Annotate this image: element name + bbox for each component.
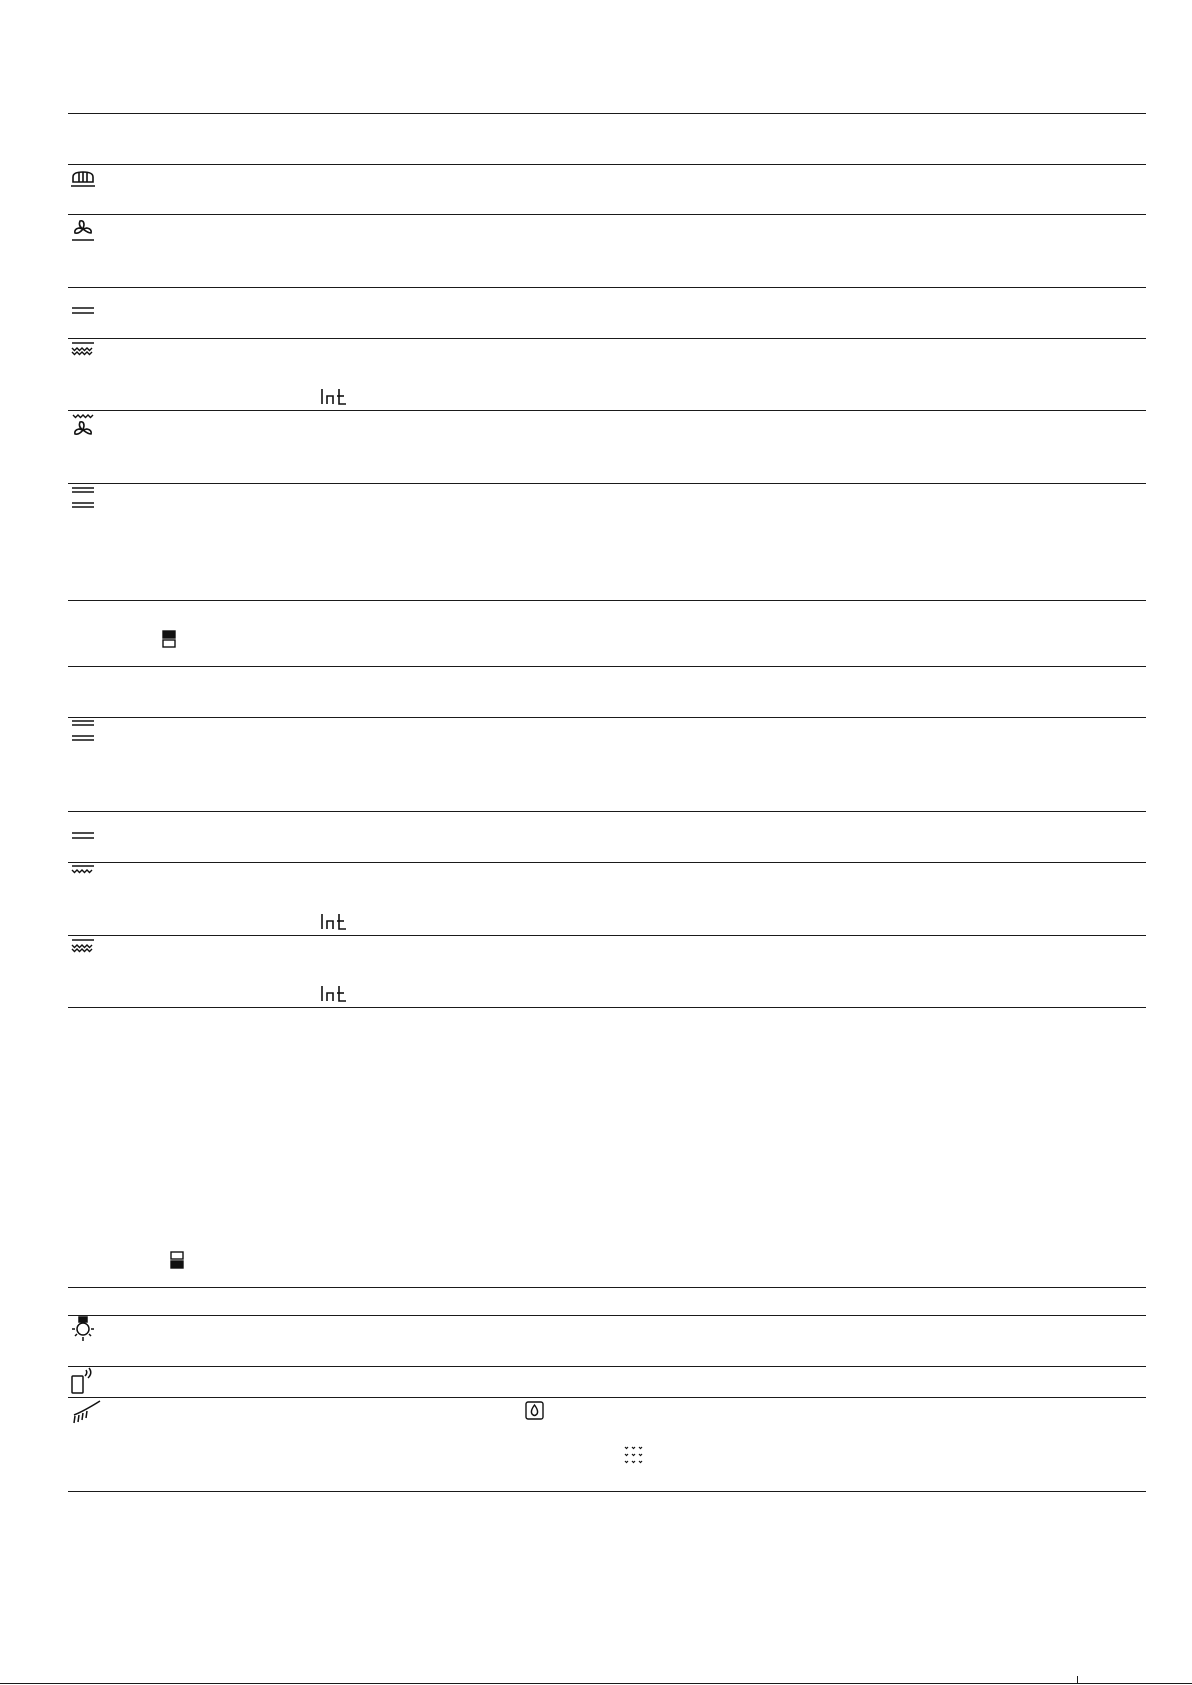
bottom-heat-icon <box>70 306 96 316</box>
full-surface-grill-icon <box>70 938 96 952</box>
row-divider <box>68 214 1146 215</box>
oven-cavity-top-icon <box>162 630 176 648</box>
circulated-air-grilling-icon <box>70 412 96 440</box>
table-bottom-rule <box>68 1007 1146 1008</box>
row-divider <box>68 811 1146 812</box>
row-divider <box>68 1366 1146 1367</box>
row-divider <box>68 666 1146 667</box>
small-area-grill-icon <box>70 864 96 874</box>
table2-header-rule <box>68 1315 1146 1316</box>
table2-bottom-rule <box>68 1491 1146 1492</box>
row-divider <box>68 862 1146 863</box>
int-display-readout <box>320 388 348 406</box>
fan-with-bottom-heat-icon <box>70 219 96 243</box>
row-divider <box>68 1397 1146 1398</box>
row-divider <box>68 338 1146 339</box>
steam-icon <box>624 1445 646 1465</box>
full-surface-grill-icon <box>70 341 96 355</box>
remote-start-icon <box>70 1368 96 1396</box>
row-divider <box>68 717 1146 718</box>
row-divider <box>68 600 1146 601</box>
table-top-rule <box>68 113 1146 114</box>
int-display-readout <box>320 913 348 931</box>
int-display-readout <box>320 985 348 1003</box>
row-divider <box>68 410 1146 411</box>
bottom-heat-icon <box>70 831 96 841</box>
row-divider <box>68 483 1146 484</box>
cleaning-icon <box>70 1399 102 1425</box>
row-divider <box>68 935 1146 936</box>
water-drop-tank-icon <box>525 1401 545 1421</box>
page-footer-rule <box>0 1683 1192 1684</box>
table2-top-rule <box>68 1287 1146 1288</box>
oven-light-icon <box>70 1316 96 1346</box>
bread-baking-icon <box>70 169 96 189</box>
row-divider <box>68 287 1146 288</box>
page-footer-tick <box>1077 1676 1078 1683</box>
top-bottom-heating-icon <box>70 486 96 510</box>
oven-cavity-bottom-icon <box>170 1251 184 1269</box>
top-bottom-heating-icon <box>70 719 96 743</box>
table-header-rule <box>68 164 1146 165</box>
